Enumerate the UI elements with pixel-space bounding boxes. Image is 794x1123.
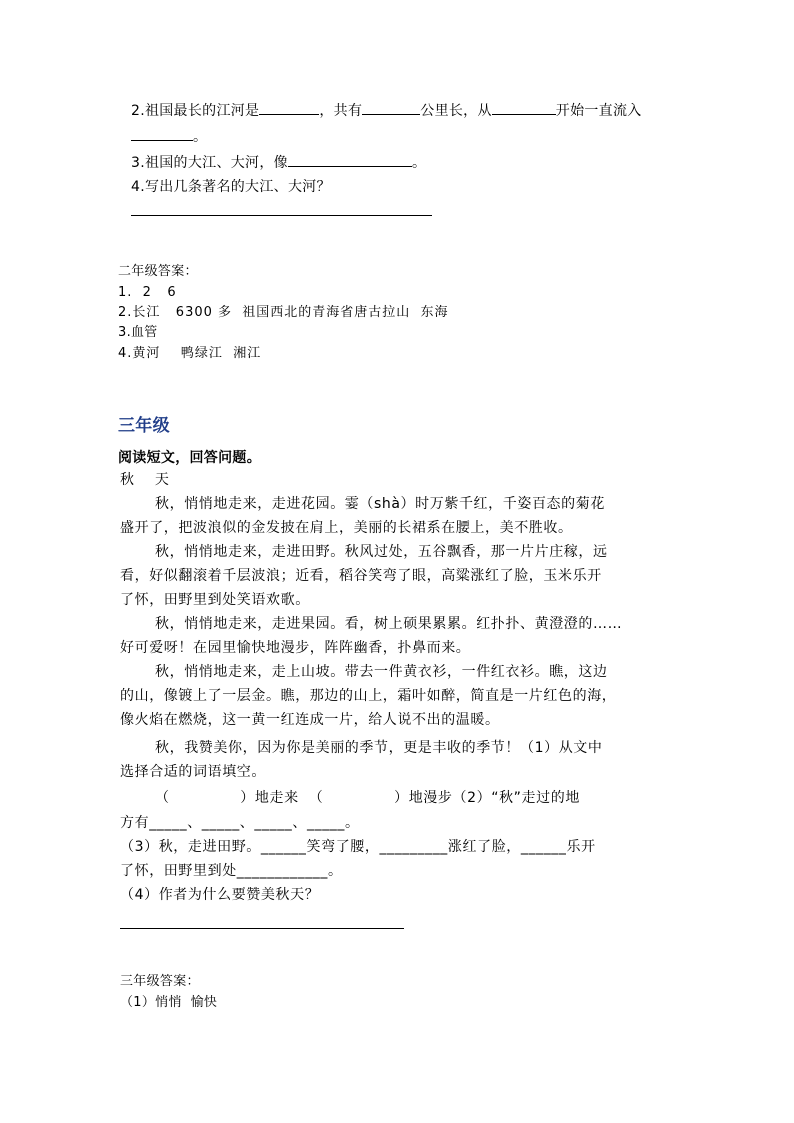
blank	[259, 100, 319, 115]
answer-line	[120, 928, 404, 929]
question-4-line: （4）作者为什么要赞美秋天？	[120, 887, 320, 903]
blank	[362, 100, 420, 115]
paragraph-2-line-3: 了怀，田野里到处笑语欢歌。	[120, 592, 310, 608]
answer-3: 3.血管	[118, 325, 158, 340]
question-1-line: （ ）地走来 （ ）地漫步（2）“秋”走过的地	[155, 790, 580, 806]
question-3: 3.祖国的大江、大河，像 。	[131, 152, 426, 173]
paragraph-1-line-2: 盛开了，把波浪似的金发披在肩上，美丽的长裙系在腰上，美不胜收。	[120, 520, 573, 536]
question-2-line: 方有_____、_____、_____、_____。	[120, 815, 360, 831]
passage-title: 秋 天	[120, 472, 173, 488]
question-2-continued: 。	[131, 126, 207, 147]
blank	[492, 100, 556, 115]
paragraph-1-line-1: 秋，悄悄地走来，走进花园。霎（shà）时万紫千红，千姿百态的菊花	[155, 496, 605, 512]
answer-2: 2.长江 6300 多 祖国西北的青海省唐古拉山 东海	[118, 305, 449, 320]
paragraph-5-line-2: 选择合适的词语填空。	[120, 764, 266, 780]
section-heading: 三年级	[118, 416, 170, 436]
paragraph-4-line-3: 像火焰在燃烧，这一黄一红连成一片，给人说不出的温暖。	[120, 712, 500, 728]
paragraph-3-line-2: 好可爱呀！在园里愉快地漫步，阵阵幽香，扑鼻而来。	[120, 640, 471, 656]
paragraph-4-line-1: 秋，悄悄地走来，走上山坡。带去一件黄衣衫，一件红衣衫。瞧，这边	[155, 664, 608, 680]
paragraph-2-line-2: 看，好似翻滚着千层波浪；近看，稻谷笑弯了眼，高粱涨红了脸，玉米乐开	[120, 568, 602, 584]
instruction: 阅读短文，回答问题。	[118, 450, 261, 466]
blank	[288, 152, 412, 167]
grade2-answers-title: 二年级答案：	[118, 264, 198, 279]
paragraph-2-line-1: 秋，悄悄地走来，走进田野。秋风过处，五谷飘香，那一片片庄稼，远	[155, 544, 608, 560]
answer-4: 4.黄河 鸭绿江 湘江	[118, 346, 262, 361]
question-3-line-2: 了怀，田野里到处____________。	[120, 863, 343, 879]
blank	[131, 126, 193, 141]
question-3-line-1: （3）秋，走进田野。______笑弯了腰，_________涨红了脸，______乐开	[120, 839, 596, 855]
paragraph-4-line-2: 的山，像镀上了一层金。瞧，那边的山上，霜叶如醉，简直是一片红色的海，	[120, 688, 617, 704]
question-2: 2.祖国最长的江河是 ，共有 公里长，从 开始一直流入	[131, 100, 642, 121]
answer-line	[131, 215, 432, 216]
question-4: 4.写出几条著名的大江、大河？	[131, 179, 331, 195]
grade3-answers-title: 三年级答案：	[120, 974, 200, 989]
paragraph-3-line-1: 秋，悄悄地走来，走进果园。看，树上硕果累累。红扑扑、黄澄澄的……	[155, 616, 623, 632]
answer-1: （1）悄悄 愉快	[120, 995, 218, 1010]
paragraph-5-line-1: 秋，我赞美你，因为你是美丽的季节，更是丰收的季节！（1）从文中	[155, 740, 603, 756]
answer-1: 1. 2 6	[118, 285, 177, 300]
